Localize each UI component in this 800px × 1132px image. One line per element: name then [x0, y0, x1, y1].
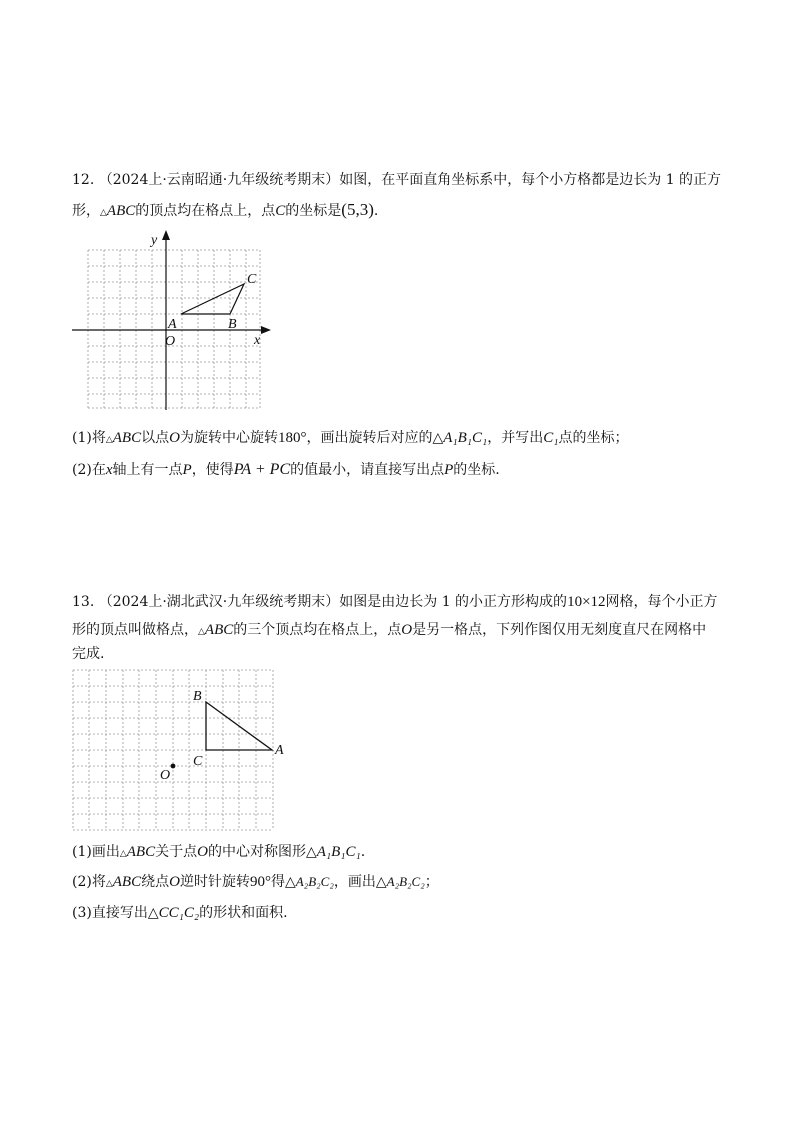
- q13-stem-2c: 是另一格点，下列作图仅用无刻度直尺在网格中: [412, 622, 707, 638]
- q12-p2-a: (2)在: [72, 462, 106, 478]
- q12-line-2: [72, 200, 378, 223]
- q12-p1-e: ，并写出: [487, 430, 544, 446]
- q12-p1-d: ，画出旋转后对应的: [306, 430, 433, 446]
- q13-part-3: [72, 903, 288, 923]
- q12-p2-c: ，使得: [191, 462, 234, 478]
- q13-p2-o: O: [169, 874, 180, 890]
- q13-p2-c: 逆时针旋转: [179, 874, 250, 890]
- q13-part-2: [72, 872, 439, 894]
- triangle-symbol: △: [100, 208, 107, 218]
- q13-number: 13.: [72, 594, 95, 610]
- q13-p1-abc: ABC: [126, 844, 156, 860]
- q12-line-1: [72, 170, 721, 190]
- q13-p2-abc: ABC: [112, 874, 142, 890]
- q13-p1-o: O: [197, 844, 208, 860]
- q13-line-3: [72, 644, 104, 664]
- triangle-symbol: △: [105, 435, 113, 445]
- q12-p1-o: O: [169, 430, 180, 446]
- q12-coord-c: (5,3): [341, 200, 374, 219]
- q12-p1-f: 点的坐标；: [558, 430, 629, 446]
- triangle-symbol: △: [147, 905, 159, 921]
- q13-line-2: [72, 620, 706, 642]
- q12-y-axis-label: y: [151, 233, 158, 248]
- q12-part-2: [72, 460, 500, 480]
- q12-stem-2c: 的坐标是: [285, 203, 342, 219]
- q13-part-1: [72, 842, 365, 864]
- q13-line-1: [72, 592, 718, 612]
- q13-label-a: A: [275, 743, 284, 758]
- q12-stem-2b: 的顶点均在格点上，点: [135, 203, 276, 219]
- q12-part-1: [72, 428, 628, 450]
- triangle-symbol: △: [432, 430, 444, 446]
- q12-label-a: A: [168, 317, 177, 332]
- triangle-symbol: △: [305, 844, 317, 860]
- triangle-symbol: △: [284, 874, 296, 890]
- q13-p1-end: .: [360, 844, 366, 860]
- q13-p2-b: 绕点: [141, 874, 170, 890]
- q12-x-axis-label: x: [254, 333, 261, 348]
- q13-grid-figure: [68, 665, 288, 837]
- q13-p1-c: 的中心对称图形: [207, 844, 306, 860]
- q13-point-o: O: [401, 622, 413, 638]
- q13-label-b: B: [193, 689, 202, 704]
- q12-expr: PA + PC: [233, 461, 291, 478]
- q12-stem-2a: 形，: [72, 203, 100, 219]
- triangle-symbol: △: [105, 879, 113, 889]
- q12-coordinate-figure: [70, 225, 280, 415]
- q12-a1b1c1: A₁B₁C₁: [443, 430, 488, 446]
- q13-cc1c2: CC₁C₂: [158, 905, 200, 921]
- q12-label-c: C: [247, 272, 257, 287]
- q12-p1-b: 以点: [141, 430, 170, 446]
- q13-abc: ABC: [204, 622, 234, 638]
- q12-angle: 180°: [277, 430, 307, 446]
- q13-p2-e: ，画出: [333, 874, 376, 890]
- q13-a2b2c2: A₂B₂C₂: [295, 874, 334, 889]
- q13-source: （2024上·湖北武汉·九年级统考期末）: [98, 594, 340, 610]
- q12-number: 12.: [72, 172, 95, 188]
- q12-triangle-abc: [181, 284, 244, 314]
- triangle-symbol: △: [198, 627, 205, 637]
- q13-p2-a: (2)将: [72, 874, 106, 890]
- q13-stem-3: 完成.: [72, 646, 105, 662]
- q12-point-c: C: [275, 203, 286, 219]
- q12-c1: C₁: [543, 430, 559, 446]
- triangle-symbol: △: [375, 874, 387, 890]
- q12-label-b: B: [228, 317, 237, 332]
- q12-p1-abc: ABC: [112, 430, 142, 446]
- q13-stem-1b: 网格，每个小正方: [605, 594, 718, 610]
- q12-p2-e: 的坐标.: [453, 462, 500, 478]
- q13-stem-2a: 形的顶点叫做格点，: [72, 622, 198, 638]
- q13-p1-a: (1)画出: [72, 844, 120, 860]
- triangle-symbol: △: [119, 849, 127, 859]
- q12-p2-p2: P: [444, 462, 454, 478]
- q12-p2-d: 的值最小，请直接写出点: [290, 462, 445, 478]
- q13-label-o: O: [160, 768, 171, 783]
- q13-stem-1: 如图是由边长为 1 的小正方形构成的: [339, 594, 568, 610]
- q12-abc: ABC: [106, 203, 136, 219]
- q13-stem-2b: 的三个顶点均在格点上，点: [233, 622, 402, 638]
- q13-p1-b: 关于点: [155, 844, 198, 860]
- q12-p2-p: P: [182, 462, 192, 478]
- q13-point-o-dot: [171, 764, 176, 769]
- q12-source: （2024上·云南昭通·九年级统考期末）: [98, 172, 340, 188]
- q12-stem-1: 如图，在平面直角坐标系中，每个小方格都是边长为 1 的正方: [339, 172, 722, 188]
- q13-p2-end: ；: [424, 874, 439, 890]
- q12-p1-c: 为旋转中心旋转: [179, 430, 278, 446]
- q12-p1-a: (1)将: [72, 430, 106, 446]
- q13-p2-d: 得: [270, 874, 285, 890]
- q13-a1b1c1: A₁B₁C₁: [316, 844, 361, 860]
- q13-a2b2c2-2: A₂B₂C₂: [386, 874, 425, 889]
- q12-p2-x: x: [105, 462, 113, 478]
- q13-p3-a: (3)直接写出: [72, 905, 148, 921]
- q13-p3-b: 的形状和面积.: [199, 905, 288, 921]
- q13-angle: 90°: [249, 874, 271, 890]
- q12-origin-label: O: [165, 334, 176, 349]
- q12-period: .: [373, 203, 379, 219]
- q13-grid-size: 10×12: [567, 594, 606, 610]
- q13-label-c: C: [193, 754, 203, 769]
- q12-p2-b: 轴上有一点: [112, 462, 183, 478]
